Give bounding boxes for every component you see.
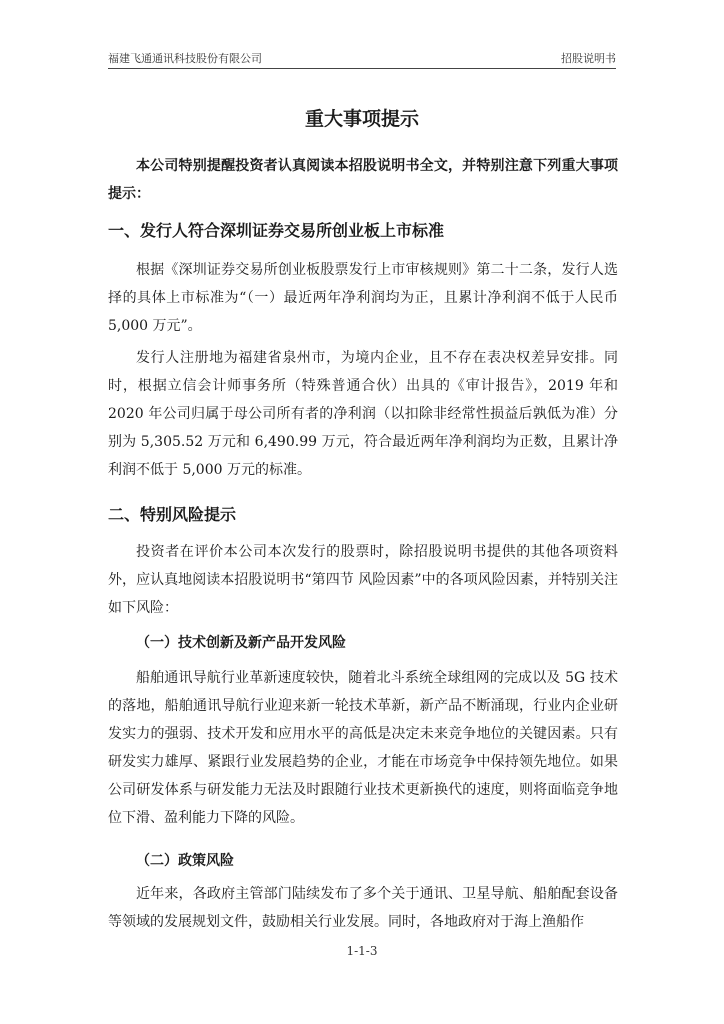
header-company-name: 福建飞通通讯科技股份有限公司	[108, 52, 262, 65]
paragraph-policy-risk: 近年来，各政府主管部门陆续发布了多个关于通讯、卫星导航、船舶配套设备等领域的发展规划文件，鼓励相关行业发展。同时，各地政府对于海上渔船作	[108, 886, 618, 930]
page-title: 重大事项提示	[304, 108, 419, 130]
paragraph-tech-risk: 船舶通讯导航行业革新速度较快，随着北斗系统全球组网的完成以及 5G 技术的落地，船舶通讯导航行业迎来新一轮技术革新，新产品不断涌现，行业内企业研发实力的强弱、技术开发和应用水平的高低是决定未来竞争地位的关键因素。只有研发实力雄厚、紧跟行业发展趋势的企业，才能在市场竞争中保持领先地位。如果公司研发体系与研发能力无法及时跟随行业技术更新换代的速度，则将面临竞争地位下滑、盈利能力下降的风险。	[108, 670, 618, 826]
header-divider	[108, 68, 616, 69]
intro-notice: 本公司特别提醒投资者认真阅读本招股说明书全文，并特别注意下列重大事项提示：	[108, 158, 618, 202]
subsection-heading-policy-risk: （二）政策风险	[136, 853, 234, 869]
subsection-heading-tech-risk: （一）技术创新及新产品开发风险	[136, 635, 346, 651]
section-heading-listing-standard: 一、发行人符合深圳证券交易所创业板上市标准	[108, 221, 445, 240]
header-document-type: 招股说明书	[561, 52, 616, 65]
paragraph-listing-rule: 根据《深圳证券交易所创业板股票发行上市审核规则》第二十二条，发行人选择的具体上市标准为“（一）最近两年净利润均为正，且累计净利润不低于人民币 5,000 万元”。	[108, 262, 618, 334]
page-number: 1-1-3	[346, 944, 378, 958]
paragraph-risk-intro: 投资者在评价本公司本次发行的股票时，除招股说明书提供的其他各项资料外，应认真地阅读本招股说明书“第四节 风险因素”中的各项风险因素，并特别关注如下风险：	[108, 544, 618, 616]
section-heading-risk-notice: 二、特别风险提示	[108, 505, 237, 524]
paragraph-net-profit: 发行人注册地为福建省泉州市，为境内企业，且不存在表决权差异安排。同时，根据立信会计师事务所（特殊普通合伙）出具的《审计报告》，2019 年和 2020 年公司归属于母公司所有者的净利润（以扣除非经常性损益后孰低为准）分别为 5,305.52 万元和 6,490.99 万元，符合最近两年净利润均为正数，且累计净利润不低于 5,000 万元的标准。	[108, 350, 618, 478]
